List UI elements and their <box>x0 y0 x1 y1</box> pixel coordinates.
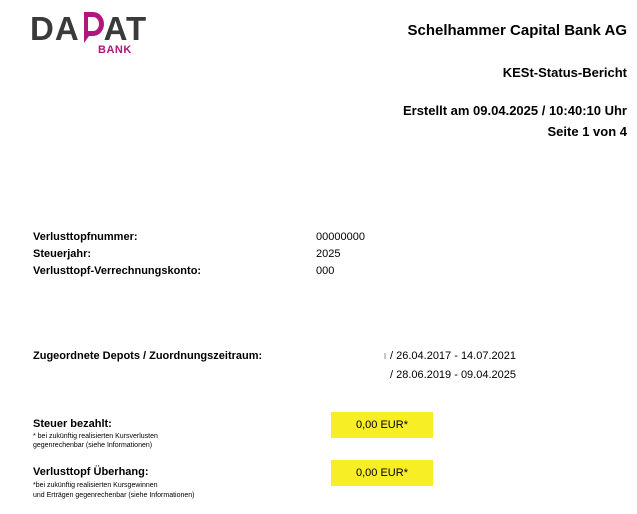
field-label-steuerjahr: Steuerjahr: <box>33 248 92 260</box>
depot-period-2: / 28.06.2019 - 09.04.2025 <box>390 369 516 381</box>
logo-text-right: AT <box>103 10 148 47</box>
page-number: Seite 1 von 4 <box>547 124 627 139</box>
depots-label: Zugeordnete Depots / Zuordnungszeitraum: <box>33 350 263 362</box>
dadat-logo <box>30 12 147 46</box>
report-title: KESt-Status-Bericht <box>502 65 627 80</box>
loss-surplus-value: 0,00 EUR* <box>331 460 433 486</box>
tax-paid-note-1: * bei zukünftig realisierten Kursverlusten <box>33 433 158 440</box>
tax-paid-note-2: gegenrechenbar (siehe Informationen) <box>33 442 153 449</box>
logo-text-left: DA <box>30 10 80 47</box>
created-timestamp: Erstellt am 09.04.2025 / 10:40:10 Uhr <box>402 103 627 118</box>
loss-surplus-note-2: und Erträgen gegenrechenbar (siehe Informationen) <box>33 492 195 499</box>
field-value-verlusttopfnummer: 00000000 <box>316 231 365 243</box>
field-label-verlusttopfnummer: Verlusttopfnummer: <box>33 231 138 243</box>
tax-paid-value: 0,00 EUR* <box>331 412 433 438</box>
logo-speech-d-icon <box>81 12 103 46</box>
loss-surplus-note-1: *bei zukünftig realisierten Kursgewinnen <box>33 482 158 489</box>
bank-name: Schelhammer Capital Bank AG <box>407 22 627 39</box>
field-label-verrechnungskonto: Verlusttopf-Verrechnungskonto: <box>33 265 202 277</box>
field-value-verrechnungskonto: 000 <box>316 265 335 277</box>
tax-paid-label: Steuer bezahlt: <box>33 418 112 430</box>
redaction-mark <box>384 353 386 359</box>
depot-period-1: / 26.04.2017 - 14.07.2021 <box>390 350 516 362</box>
field-value-steuerjahr: 2025 <box>316 248 341 260</box>
logo-bank-label: BANK <box>98 44 132 56</box>
loss-surplus-label: Verlusttopf Überhang: <box>33 466 149 478</box>
